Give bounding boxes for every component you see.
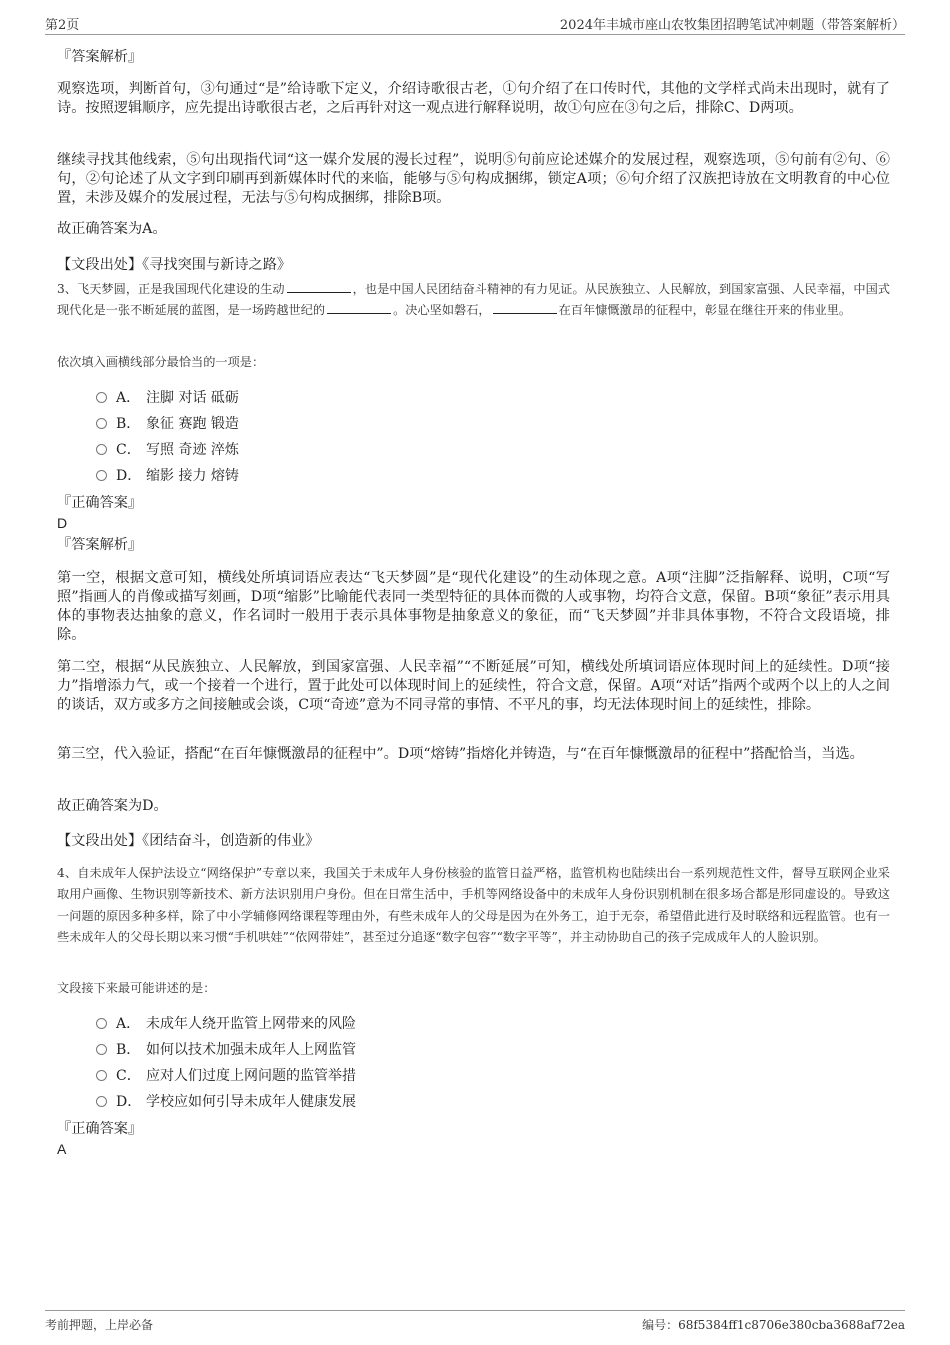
q4-stem: 4、自未成年人保护法设立“网络保护”专章以来，我国关于未成年人身份核验的监管日益严格，监管机构也陆续出台一系列规范性文件，督导互联网企业采取用户画像、生物识别等新技术、新方法识别用户身份。但在日常生活中，手机等网络设备中的未成年人身份识别机制在很多场合都是形同虚设的。导致这一问题的原因多种多样，除了中小学辅修网络课程等理由外，有些未成年人的父母是因为在外务工，迫于无奈，希望借此进行及时联络和远程监管。也有一些未成年人的父母长期以来习惯“手机哄娃”“依网带娃”，甚至过分追逐“数字包容”“数字平等”，并主动协助自己的孩子完成成年人的人脸识别。 xyxy=(57,866,890,944)
q3-answer-label: 『正确答案』 xyxy=(57,495,143,511)
radio-icon[interactable] xyxy=(96,1018,107,1029)
radio-icon[interactable] xyxy=(96,392,107,403)
q2-conclusion: 故正确答案为A。 xyxy=(57,221,167,237)
radio-icon[interactable] xyxy=(96,444,107,455)
q2-analysis-label: 『答案解析』 xyxy=(57,49,143,65)
q3-stem: 3、飞天梦圆，正是我国现代化建设的生动 ，也是中国人民团结奋斗精神的有力见证。从民族独立、人民解放，到国家富强、人民幸福，中国式现代化是一张不断延展的蓝图，是一场跨越世纪的 。决心坚如磐石， 在百年慷慨激昂的征程中，彰显在继往开来的伟业里。 xyxy=(57,282,890,318)
q3-option-b[interactable]: B． 象征 赛跑 锻造 xyxy=(96,413,239,435)
page-header xyxy=(45,14,905,35)
q4-option-c[interactable]: C． 应对人们过度上网问题的监管举措 xyxy=(96,1065,356,1087)
q3-analysis-para2: 第二空，根据“从民族独立、人民解放，到国家富强、人民幸福”“不断延展”可知，横线处所填词语应体现时间上的延续性。D项“接力”指增添力气，或一个接着一个进行，置于此处可以体现时间上的延续性，符合文意，保留。A项“对话”指两个或两个以上的人之间的谈话，双方或多方之间接触或会谈，C项“奇迹”意为不同寻常的事情、不平凡的事，均无法体现时间上的延续性，排除。 xyxy=(57,659,890,713)
q3-option-a[interactable]: A． 注脚 对话 砥砺 xyxy=(96,387,239,409)
radio-icon[interactable] xyxy=(96,470,107,481)
q3-analysis-label: 『答案解析』 xyxy=(57,537,143,553)
radio-icon[interactable] xyxy=(96,1070,107,1081)
q3-option-d[interactable]: D． 缩影 接力 熔铸 xyxy=(96,465,239,487)
q2-analysis-para2: 继续寻找其他线索，⑤句出现指代词“这一媒介发展的漫长过程”，说明⑤句前应论述媒介的发展过程，观察选项，⑤句前有②句、⑥句，②句论述了从文字到印刷再到新媒体时代的来临，能够与⑤句构成捆绑，锁定A项；⑥句介绍了汉族把诗放在文明教育的中心位置，未涉及媒介的发展过程，无法与⑤句构成捆绑，排除B项。 xyxy=(57,152,890,206)
blank-2 xyxy=(327,301,391,314)
q3-source: 【文段出处】《团结奋斗，创造新的伟业》 xyxy=(57,833,320,849)
q4-prompt: 文段接下来最可能讲述的是： xyxy=(57,981,216,995)
q2-source: 【文段出处】《寻找突围与新诗之路》 xyxy=(57,257,292,273)
document-title: 2024年丰城市座山农牧集团招聘笔试冲刺题（带答案解析） xyxy=(559,18,905,33)
q2-analysis-para1: 观察选项，判断首句，③句通过“是”给诗歌下定义，介绍诗歌很古老，①句介绍了在口传时代，其他的文学样式尚未出现时，就有了诗。按照逻辑顺序，应先提出诗歌很古老，之后再针对这一观点进行解释说明，故①句应在③句之后，排除C、D两项。 xyxy=(57,81,890,116)
q4-option-a[interactable]: A． 未成年人绕开监管上网带来的风险 xyxy=(96,1013,356,1035)
footer-slogan: 考前押题，上岸必备 xyxy=(45,1318,154,1332)
q3-option-c[interactable]: C． 写照 奇迹 淬炼 xyxy=(96,439,239,461)
q3-prompt: 依次填入画横线部分最恰当的一项是： xyxy=(57,355,265,369)
radio-icon[interactable] xyxy=(96,418,107,429)
radio-icon[interactable] xyxy=(96,1096,107,1107)
blank-3 xyxy=(493,301,557,314)
blank-1 xyxy=(287,280,351,293)
footer-serial: 编号：68f5384ff1c8706e380cba3688af72ea xyxy=(642,1318,905,1332)
q4-option-b[interactable]: B． 如何以技术加强未成年人上网监管 xyxy=(96,1039,356,1061)
q3-analysis-para1: 第一空，根据文意可知，横线处所填词语应表达“飞天梦圆”是“现代化建设”的生动体现之意。A项“注脚”泛指解释、说明，C项“写照”指画人的肖像或描写刻画，D项“缩影”比喻能代表同一类型特征的具体而微的人或事物，均符合文意，保留。B项“象征”表示用具体的事物表达抽象的意义，作名词时一般用于表示具体事物是抽象意义的象征，而“飞天梦圆”并非具体事物，不符合文段语境，排除。 xyxy=(57,570,890,643)
q4-option-d[interactable]: D． 学校应如何引导未成年人健康发展 xyxy=(96,1091,356,1113)
q3-analysis-para3: 第三空，代入验证，搭配“在百年慷慨激昂的征程中”。D项“熔铸”指熔化并铸造，与“在百年慷慨激昂的征程中”搭配恰当，当选。 xyxy=(57,746,864,762)
page-footer xyxy=(45,1310,905,1335)
radio-icon[interactable] xyxy=(96,1044,107,1055)
page-number: 第2页 xyxy=(45,18,80,33)
q4-answer: A xyxy=(57,1141,67,1157)
q3-answer: D xyxy=(57,515,68,531)
q4-answer-label: 『正确答案』 xyxy=(57,1121,143,1137)
q3-conclusion: 故正确答案为D。 xyxy=(57,798,168,814)
